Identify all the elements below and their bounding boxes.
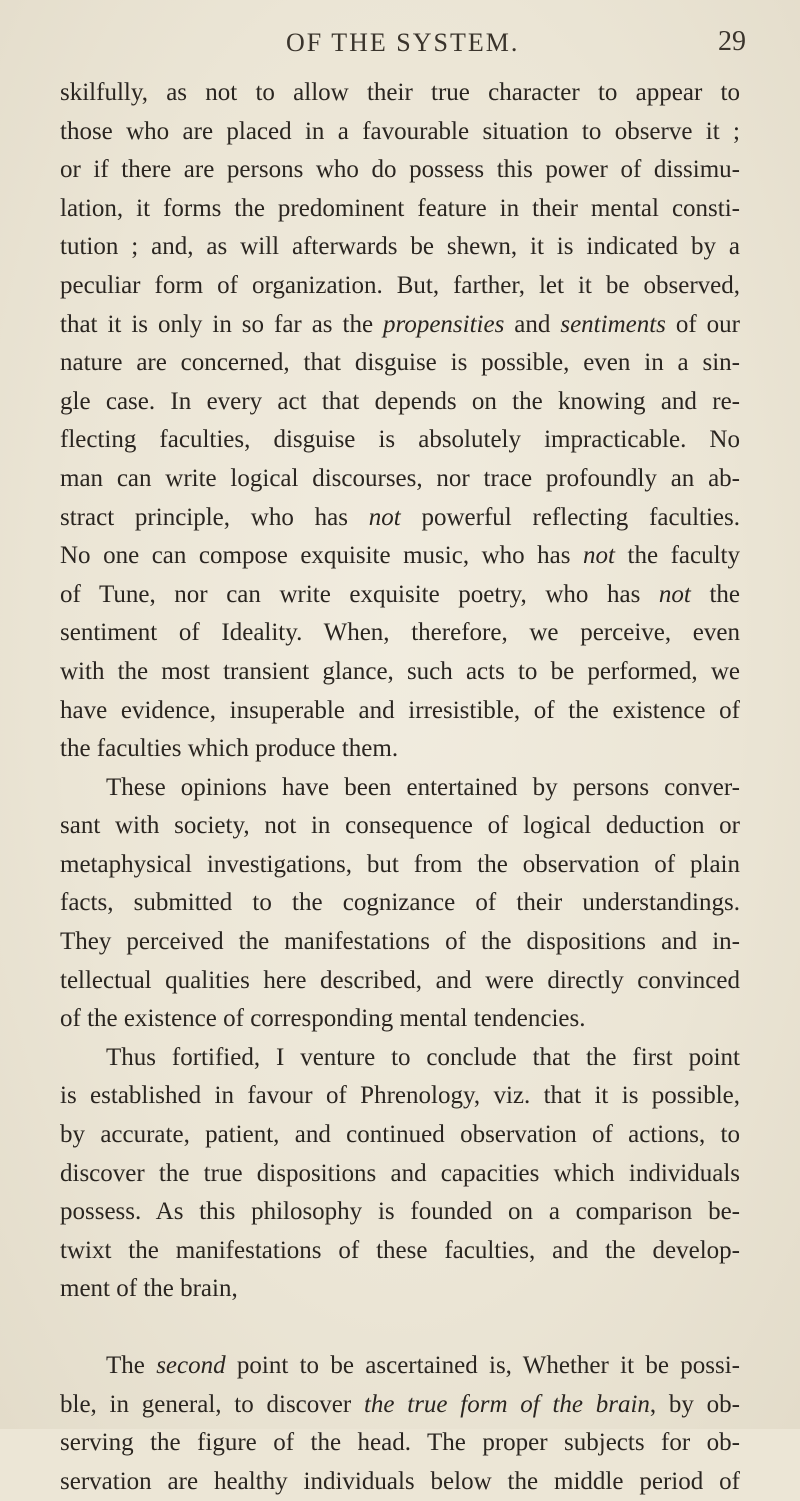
text-line: tellectual qualities here described, and were directly convinced (60, 966, 740, 994)
italic-text: propensities (383, 310, 505, 338)
text-line: by accurate, patient, and continued observation of actions, to (60, 1121, 740, 1149)
italic-text: sentiments (560, 310, 666, 338)
text-line: metaphysical investigations, but from the observation of plain (60, 850, 740, 878)
italic-text: the true form of the brain (363, 1390, 650, 1418)
paragraph-gap (60, 1309, 740, 1347)
text-line: man can write logical discourses, nor trace profoundly an ab- (60, 464, 740, 492)
italic-text: not (368, 503, 401, 531)
text-line: tution ; and, as will afterwards be shewn, it is indicated by a (60, 233, 740, 261)
text-line: or if there are persons who do possess this power of dissimu- (60, 156, 740, 184)
page-number: 29 (718, 26, 746, 57)
text-line: the faculties which produce them. (60, 735, 399, 763)
text-line: lation, it forms the predominent feature in their mental consti- (60, 194, 740, 222)
running-head: OF THE SYSTEM. (286, 28, 520, 57)
text-line: possess. As this philosophy is founded on a comparison be- (60, 1198, 740, 1226)
text-line: ment of the brain, (60, 1275, 238, 1303)
text-line: those who are placed in a favourable situation to observe it ; (60, 117, 740, 145)
text-line: nature are concerned, that disguise is possible, even in a sin- (60, 349, 740, 377)
text-line: sant with society, not in consequence of logical deduction or (60, 812, 740, 840)
body-text (60, 74, 740, 1501)
italic-text: not (658, 580, 691, 608)
text-line: of Tune, nor can write exquisite poetry, who has not the (60, 580, 740, 608)
text-line: These opinions have been entertained by persons conver- (106, 773, 740, 801)
text-line: serving the figure of the head. The proper subjects for ob- (60, 1429, 740, 1457)
text-line: with the most transient glance, such acts to be performed, we (60, 657, 740, 685)
italic-text: second (156, 1352, 226, 1379)
text-line: flecting faculties, disguise is absolutely impracticable. No (60, 426, 740, 454)
text-line: facts, submitted to the cognizance of their understandings. (60, 889, 740, 917)
text-line: twixt the manifestations of these faculties, and the develop- (60, 1236, 740, 1264)
text-line: of the existence of corresponding mental tendencies. (60, 1005, 586, 1033)
text-line: have evidence, insuperable and irresistible, of the existence of (60, 696, 740, 724)
text-line: discover the true dispositions and capacities which individuals (60, 1159, 740, 1187)
text-line: Thus fortified, I venture to conclude that the first point (106, 1043, 740, 1071)
text-line: is established in favour of Phrenology, viz. that it is possible, (60, 1082, 740, 1110)
text-line: The second point to be ascertained is, Whether it be possi- (106, 1352, 740, 1379)
italic-text: not (583, 542, 615, 570)
text-line: sentiment of Ideality. When, therefore, we perceive, even (60, 619, 740, 647)
page-header (60, 22, 746, 62)
text-line: skilfully, as not to allow their true character to appear to (60, 79, 740, 106)
text-line: ble, in general, to discover the true form of the brain, by ob- (60, 1390, 740, 1418)
text-line: gle case. In every act that depends on the knowing and re- (60, 387, 740, 415)
text-line: stract principle, who has not powerful reflecting faculties. (60, 503, 740, 531)
text-line: that it is only in so far as the propensities and sentiments of our (60, 310, 740, 338)
text-line: peculiar form of organization. But, farther, let it be observed, (60, 271, 740, 299)
text-line: They perceived the manifestations of the dispositions and in- (60, 928, 740, 956)
text-line: servation are healthy individuals below the middle period of (60, 1467, 740, 1495)
text-line: No one can compose exquisite music, who has not the faculty (60, 542, 740, 570)
